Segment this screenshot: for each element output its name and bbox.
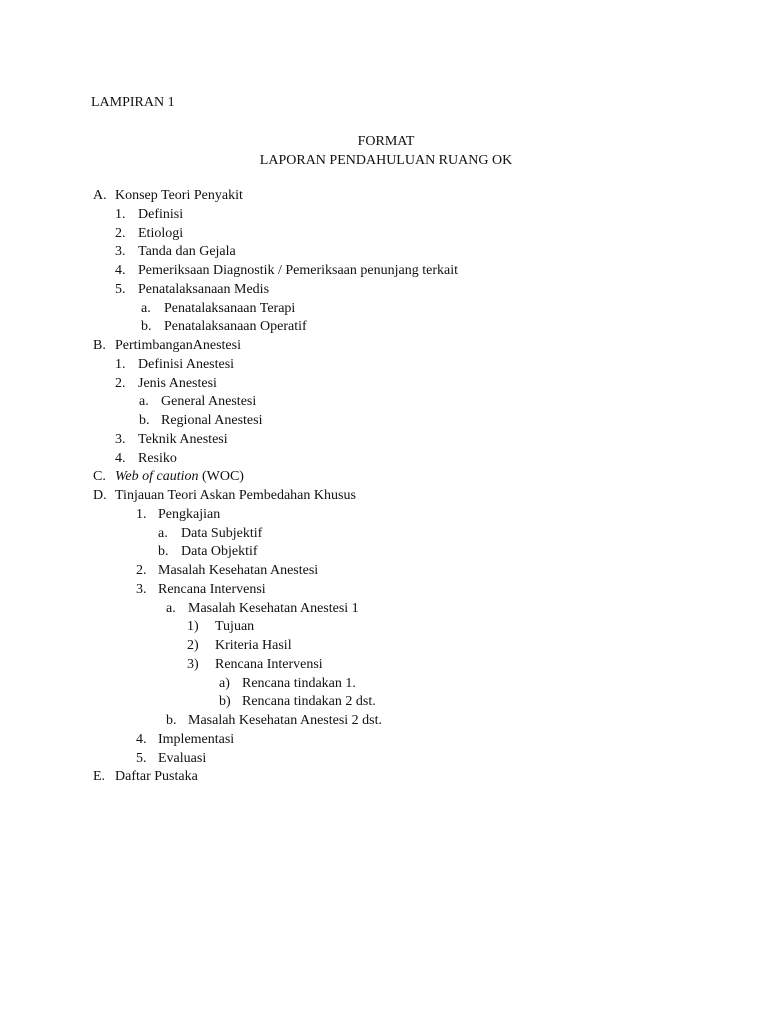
outline-marker: 3.: [136, 581, 147, 597]
outline-item: [0, 656, 768, 675]
outline-item: [0, 675, 768, 694]
outline-item: [0, 187, 768, 206]
outline-item: [0, 206, 768, 225]
outline-item: [0, 412, 768, 431]
outline-item: [0, 637, 768, 656]
outline-item: [0, 262, 768, 281]
outline-text: Evaluasi: [158, 750, 207, 766]
outline-text: Daftar Pustaka: [115, 769, 198, 785]
outline-text: Konsep Teori Penyakit: [115, 188, 243, 203]
outline-text: Tanda dan Gejala: [138, 244, 236, 260]
outline-text: Pengkajian: [158, 506, 221, 522]
outline-marker: a.: [139, 394, 149, 410]
outline-item: [0, 375, 768, 394]
outline-text: Pemeriksaan Diagnostik / Pemeriksaan penunjang terkait: [138, 263, 458, 278]
outline-marker: 4.: [115, 263, 126, 278]
outline-text-suffix: (WOC): [198, 469, 244, 485]
outline-marker: B.: [93, 338, 106, 353]
outline-marker: D.: [93, 488, 107, 503]
outline-marker: 1.: [115, 356, 126, 372]
outline-text: Masalah Kesehatan Anestesi 1: [188, 600, 359, 616]
outline-item: [0, 431, 768, 450]
outline-marker: b.: [166, 713, 177, 728]
outline-item: [0, 450, 768, 469]
outline-text: Jenis Anestesi: [138, 375, 217, 391]
outline-marker: 3.: [115, 431, 126, 447]
document-heading: LAMPIRAN 1: [91, 95, 175, 110]
outline-text: Etiologi: [138, 225, 184, 241]
outline-item: [0, 337, 768, 356]
outline-marker: a.: [166, 600, 176, 616]
outline-text: Definisi: [138, 206, 184, 222]
outline-text: [115, 468, 244, 487]
outline-text: Tujuan: [215, 619, 255, 635]
outline-marker: A.: [93, 188, 107, 203]
outline-marker: a.: [158, 525, 168, 541]
outline-marker: 4.: [136, 731, 147, 747]
outline-marker: 2.: [115, 225, 126, 241]
outline-item: [0, 393, 768, 412]
outline-text: Tinjauan Teori Askan Pembedahan Khusus: [115, 488, 356, 503]
outline-marker: 4.: [115, 450, 126, 466]
outline-marker: b.: [139, 413, 150, 428]
outline-marker: b.: [141, 319, 152, 335]
outline-marker: 1): [187, 619, 199, 635]
outline-marker: 2.: [136, 563, 147, 578]
outline-text: PertimbanganAnestesi: [115, 338, 241, 353]
outline-item: [0, 768, 768, 787]
outline-item: [0, 243, 768, 262]
outline-item: [0, 693, 768, 712]
outline-text: Data Objektif: [181, 544, 258, 560]
outline-text: Masalah Kesehatan Anestesi 2 dst.: [188, 713, 383, 728]
outline-item: [0, 487, 768, 506]
outline-text: Penatalaksanaan Operatif: [164, 319, 307, 335]
outline-item: [0, 506, 768, 525]
outline-item: [0, 618, 768, 637]
outline-marker: E.: [93, 769, 106, 785]
outline-marker: 5.: [115, 281, 126, 297]
outline-marker: 2.: [115, 375, 126, 391]
outline-text: Definisi Anestesi: [138, 356, 235, 372]
outline-item: [0, 225, 768, 244]
outline-item: [0, 600, 768, 619]
outline-item: [0, 731, 768, 750]
outline-item: [0, 712, 768, 731]
outline-item: [0, 356, 768, 375]
outline-text: Implementasi: [158, 731, 235, 747]
outline-text: Masalah Kesehatan Anestesi: [158, 563, 319, 578]
outline-text: Rencana tindakan 1.: [242, 675, 356, 691]
outline-item: [0, 543, 768, 562]
outline-text: Regional Anestesi: [161, 413, 263, 428]
outline-item: [0, 281, 768, 300]
outline-item: [0, 318, 768, 337]
outline-text: General Anestesi: [161, 394, 257, 410]
document-title-line-2: LAPORAN PENDAHULUAN RUANG OK: [259, 153, 513, 168]
outline-text-italic: Web of caution: [115, 469, 199, 485]
outline-marker: a): [219, 675, 230, 691]
outline-list: [0, 187, 768, 787]
outline-marker: b.: [158, 544, 169, 560]
outline-item: [0, 562, 768, 581]
outline-text: Kriteria Hasil: [215, 638, 292, 653]
outline-text: Rencana Intervensi: [215, 656, 323, 672]
outline-text: Penatalaksanaan Medis: [138, 281, 270, 297]
outline-marker: C.: [93, 469, 106, 485]
outline-text: Penatalaksanaan Terapi: [164, 300, 296, 316]
outline-marker: 3.: [115, 244, 126, 260]
outline-marker: 1.: [115, 206, 126, 222]
outline-text: Data Subjektif: [181, 525, 263, 541]
outline-item: [0, 750, 768, 769]
outline-item: [0, 468, 768, 487]
outline-text: Rencana tindakan 2 dst.: [242, 694, 376, 710]
outline-item: [0, 581, 768, 600]
outline-marker: a.: [141, 300, 151, 316]
outline-marker: 2): [187, 638, 199, 653]
document-title-line-1: FORMAT: [357, 134, 415, 149]
outline-text: Resiko: [138, 450, 177, 466]
outline-marker: b): [219, 694, 231, 710]
outline-marker: 3): [187, 656, 199, 672]
outline-item: [0, 525, 768, 544]
outline-text: Teknik Anestesi: [138, 431, 228, 447]
outline-item: [0, 300, 768, 319]
outline-marker: 1.: [136, 506, 147, 522]
outline-marker: 5.: [136, 750, 147, 766]
outline-text: Rencana Intervensi: [158, 581, 266, 597]
